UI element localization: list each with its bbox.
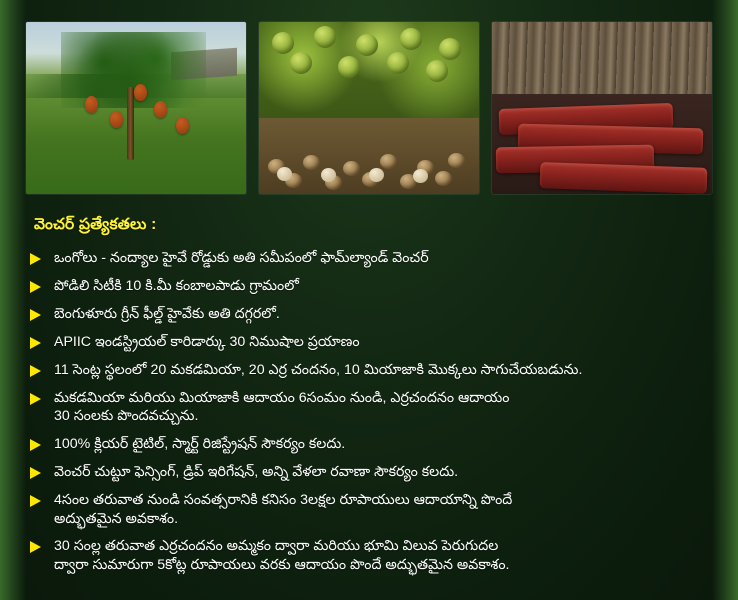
list-item-line-2: అద్భుతమైన అవకాశం.: [54, 510, 179, 527]
photo-strip: [26, 22, 712, 194]
tree-bark-region: [492, 22, 712, 98]
list-item: [28, 333, 708, 351]
green-macadamia-nut: [400, 28, 422, 50]
red-sandalwood-logs-photo: [492, 22, 712, 194]
green-macadamia-nut: [314, 26, 336, 48]
tree-trunk: [127, 87, 134, 159]
macadamia-shell: [303, 155, 320, 170]
macadamia-shell: [448, 153, 465, 168]
list-item-line-1: ఒంగోలు - నంద్యాల హైవే రోడ్డుకు అతి సమీపంలో ఫామ్‌ల్యాండ్ వెంచర్: [54, 250, 429, 266]
list-item: [28, 389, 708, 426]
macadamia-shell: [343, 161, 360, 176]
macadamia-kernel: [277, 167, 292, 181]
list-item-line-2: 30 సంలకు పొందవచ్చును.: [54, 408, 199, 425]
macadamia-kernel: [369, 168, 384, 182]
list-item-line-1: పోడిలి సిటీకి 10 కి.మీ కంబాలపాడు గ్రామంలో: [54, 277, 299, 294]
list-item: [28, 435, 708, 453]
arrow-bullet-icon: [30, 439, 41, 451]
arrow-bullet-icon: [30, 253, 41, 265]
list-item-line-1: 30 సంల్ల తరువాత ఎర్రచందనం అమ్మకం ద్వారా మరియు భూమి విలువ పెరుగుదల: [54, 538, 499, 555]
panel-title: వెంచర్ ప్రత్యేకతలు :: [34, 216, 157, 233]
green-macadamia-nut: [426, 60, 448, 82]
arrow-bullet-icon: [30, 281, 41, 293]
list-item-line-1: మకడమియా మరియు మియాజాకి ఆదాయం 6సంమం నుండి, ఎర్రచందనం ఆదాయం: [54, 389, 510, 406]
macadamia-tree-region: [259, 22, 479, 122]
green-macadamia-nut: [356, 34, 378, 56]
mango-orchard-photo: [26, 22, 246, 194]
list-item: [28, 249, 708, 267]
logs-region: [492, 94, 712, 194]
mango-fruit: [134, 84, 147, 101]
shelled-nuts-region: [259, 118, 479, 194]
list-item-line-1: బెంగుళూరు గ్రీన్ ఫీల్డ్ హైవేకు అతి దగ్గరలో.: [54, 305, 280, 322]
ground-region: [26, 98, 246, 194]
arrow-bullet-icon: [30, 337, 41, 349]
arrow-bullet-icon: [30, 467, 41, 479]
mango-fruit: [176, 117, 189, 134]
green-macadamia-nut: [272, 32, 294, 54]
arrow-bullet-icon: [30, 309, 41, 321]
green-macadamia-nut: [387, 52, 409, 74]
arrow-bullet-icon: [30, 541, 41, 553]
macadamia-kernel: [321, 168, 336, 182]
arrow-bullet-icon: [30, 495, 41, 507]
features-panel: [14, 206, 724, 592]
macadamia-shell: [380, 154, 397, 169]
list-item: [28, 361, 708, 379]
list-item: [28, 463, 708, 481]
list-item: [28, 491, 708, 528]
arrow-bullet-icon: [30, 393, 41, 405]
green-macadamia-nut: [338, 56, 360, 78]
mango-fruit: [110, 111, 123, 128]
green-macadamia-nut: [439, 38, 461, 60]
list-item-line-1: APIIC ఇండస్ట్రియల్ కారిడార్కు 30 నిముషాల ప్రయాణం: [54, 333, 360, 350]
macadamia-shell: [435, 171, 452, 186]
list-item-line-2: ద్వారా సుమారుగా 5కోట్ల రూపాయలు వరకు ఆదాయం పొందే అద్భుతమైన అవకాశం.: [54, 556, 510, 573]
list-item-line-1: 100% క్లియర్ టైటిల్, స్మార్ట్ రిజిస్ట్రేషన్ సౌకర్యం కలదు.: [54, 436, 346, 453]
list-item-line-1: 11 సెంట్ల స్థలంలో 20 మకడమియా, 20 ఎర్ర చందనం, 10 మియాజాకి మొక్కలు సాగుచేయబడును.: [54, 361, 583, 378]
list-item: [28, 277, 708, 295]
list-item-line-1: వెంచర్ చుట్టూ ఫెన్సింగ్, డ్రిప్ ఇరిగేషన్, అన్ని వేళలా రవాణా సౌకర్యం కలదు.: [54, 464, 459, 481]
green-macadamia-nut: [290, 52, 312, 74]
list-item: [28, 305, 708, 323]
sandalwood-log: [540, 162, 708, 194]
features-list: [28, 249, 708, 574]
macadamia-photo: [259, 22, 479, 194]
macadamia-kernel: [413, 169, 428, 183]
list-item: [28, 537, 708, 574]
list-item-line-1: 4సంల తరువాత నుండి సంవత్సరానికి కనిసం 3లక్షల రూపాయులు ఆదాయాన్ని పొందే: [54, 492, 513, 509]
arrow-bullet-icon: [30, 365, 41, 377]
mango-fruit: [154, 101, 167, 118]
